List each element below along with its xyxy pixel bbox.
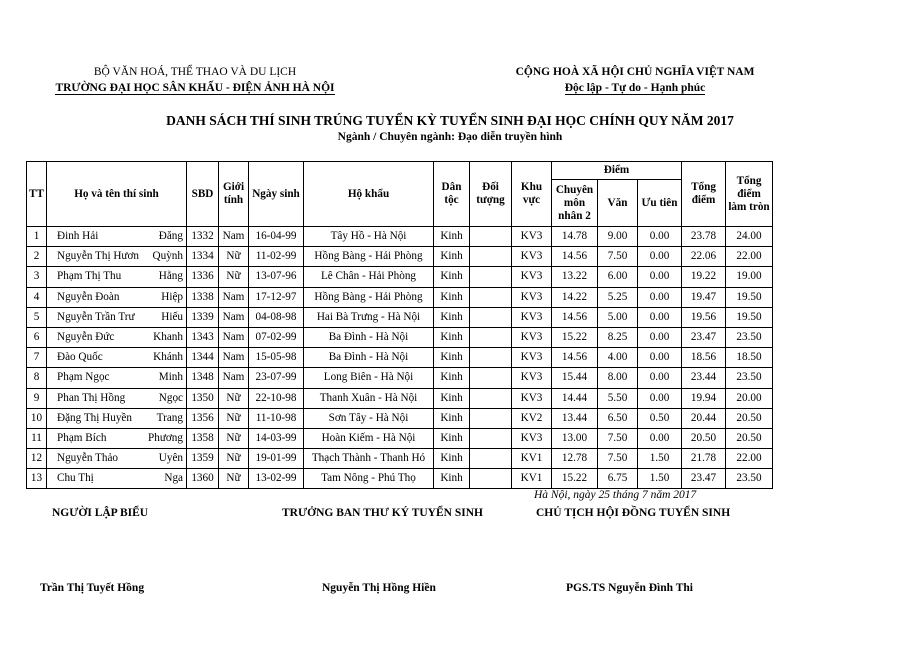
table-row [27, 247, 773, 267]
cell-literature: 9.00 [598, 227, 638, 247]
cell-object [470, 247, 512, 267]
candidate-first-name: Nguyễn Thảo [57, 452, 119, 465]
cell-name [47, 307, 187, 327]
cell-ethnic: Kinh [434, 247, 470, 267]
cell-address: Lê Chân - Hải Phòng [304, 267, 434, 287]
cell-gender: Nữ [219, 247, 249, 267]
cell-total: 20.50 [682, 428, 726, 448]
cell-ethnic: Kinh [434, 287, 470, 307]
candidate-first-name: Phạm Bích [57, 431, 107, 444]
cell-literature: 6.50 [598, 408, 638, 428]
cell-tt: 8 [27, 368, 47, 388]
table-row [27, 428, 773, 448]
cell-address: Sơn Tây - Hà Nội [304, 408, 434, 428]
cell-tt: 2 [27, 247, 47, 267]
cell-ethnic: Kinh [434, 449, 470, 469]
cell-priority: 0.00 [638, 267, 682, 287]
cell-gender: Nam [219, 307, 249, 327]
cell-object [470, 307, 512, 327]
candidate-first-name: Đặng Thị Huyền [57, 411, 132, 424]
cell-rounded: 20.00 [726, 388, 773, 408]
role-secretary: TRƯỞNG BAN THƯ KÝ TUYỂN SINH [282, 507, 483, 519]
candidate-first-name: Nguyễn Đoàn [57, 290, 120, 303]
cell-region: KV3 [512, 348, 552, 368]
cell-gender: Nam [219, 327, 249, 347]
cell-region: KV3 [512, 388, 552, 408]
cell-total: 23.47 [682, 469, 726, 489]
candidate-first-name: Chu Thị [57, 472, 94, 485]
cell-sbd: 1332 [187, 227, 219, 247]
cell-address: Ba Đình - Hà Nội [304, 327, 434, 347]
cell-tt: 9 [27, 388, 47, 408]
cell-object [470, 267, 512, 287]
school-name: TRƯỜNG ĐẠI HỌC SÂN KHẤU - ĐIỆN ẢNH HÀ NỘI [55, 82, 335, 94]
cell-name [47, 247, 187, 267]
cell-total: 19.94 [682, 388, 726, 408]
cell-literature: 5.00 [598, 307, 638, 327]
cell-gender: Nam [219, 227, 249, 247]
cell-dob: 13-02-99 [249, 469, 304, 489]
cell-priority: 0.50 [638, 408, 682, 428]
candidate-given-name: Nga [164, 472, 183, 485]
cell-major: 15.22 [552, 469, 598, 489]
cell-literature: 7.50 [598, 247, 638, 267]
cell-object [470, 368, 512, 388]
table-row [27, 267, 773, 287]
cell-priority: 0.00 [638, 368, 682, 388]
cell-rounded: 23.50 [726, 469, 773, 489]
cell-literature: 7.50 [598, 428, 638, 448]
cell-region: KV2 [512, 408, 552, 428]
cell-region: KV3 [512, 327, 552, 347]
cell-sbd: 1348 [187, 368, 219, 388]
cell-region: KV3 [512, 287, 552, 307]
cell-dob: 11-10-98 [249, 408, 304, 428]
cell-major: 15.22 [552, 327, 598, 347]
candidate-given-name: Ngọc [158, 391, 183, 404]
cell-ethnic: Kinh [434, 408, 470, 428]
table-row [27, 368, 773, 388]
signer-secretary: Nguyễn Thị Hồng Hiền [322, 582, 436, 594]
cell-object [470, 428, 512, 448]
cell-literature: 8.25 [598, 327, 638, 347]
cell-total: 22.06 [682, 247, 726, 267]
candidate-given-name: Uyên [158, 452, 183, 465]
national-motto: Độc lập - Tự do - Hạnh phúc [564, 82, 706, 94]
date-line: Hà Nội, ngày 25 tháng 7 năm 2017 [534, 489, 697, 501]
candidate-given-name: Khanh [153, 331, 183, 344]
cell-region: KV3 [512, 267, 552, 287]
cell-ethnic: Kinh [434, 267, 470, 287]
candidate-first-name: Nguyễn Trần Trư [57, 310, 135, 323]
candidate-first-name: Đào Quốc [57, 351, 103, 364]
cell-priority: 0.00 [638, 307, 682, 327]
cell-rounded: 18.50 [726, 348, 773, 368]
cell-object [470, 348, 512, 368]
cell-address: Tam Nông - Phú Thọ [304, 469, 434, 489]
table-row [27, 348, 773, 368]
cell-object [470, 408, 512, 428]
signer-compiler: Trần Thị Tuyết Hồng [40, 582, 145, 594]
header-total: Tổng điểm [682, 162, 726, 227]
cell-name [47, 368, 187, 388]
cell-rounded: 23.50 [726, 327, 773, 347]
cell-address: Hồng Bàng - Hải Phòng [304, 287, 434, 307]
cell-ethnic: Kinh [434, 428, 470, 448]
cell-priority: 1.50 [638, 449, 682, 469]
cell-literature: 7.50 [598, 449, 638, 469]
cell-major: 12.78 [552, 449, 598, 469]
header-name: Họ và tên thí sinh [47, 162, 187, 227]
cell-sbd: 1344 [187, 348, 219, 368]
header-object: Đối tượng [470, 162, 512, 227]
candidate-first-name: Đinh Hải [57, 230, 99, 243]
cell-gender: Nam [219, 287, 249, 307]
candidate-first-name: Nguyễn Thị Hươn [57, 250, 139, 263]
cell-region: KV3 [512, 307, 552, 327]
cell-sbd: 1360 [187, 469, 219, 489]
cell-priority: 0.00 [638, 348, 682, 368]
cell-major: 15.44 [552, 368, 598, 388]
cell-address: Thạch Thành - Thanh Hó [304, 449, 434, 469]
candidates-table [26, 161, 773, 489]
candidate-given-name: Hiếu [161, 310, 183, 323]
candidate-given-name: Đăng [158, 230, 183, 243]
cell-tt: 10 [27, 408, 47, 428]
document-title: DANH SÁCH THÍ SINH TRÚNG TUYỂN KỲ TUYỂN SINH ĐẠI HỌC CHÍNH QUY NĂM 2017 [166, 113, 734, 128]
cell-name [47, 469, 187, 489]
cell-major: 13.00 [552, 428, 598, 448]
cell-dob: 23-07-99 [249, 368, 304, 388]
header-priority: Ưu tiên [638, 180, 682, 227]
cell-rounded: 19.50 [726, 307, 773, 327]
candidate-first-name: Nguyễn Đức [57, 331, 115, 344]
cell-tt: 7 [27, 348, 47, 368]
cell-ethnic: Kinh [434, 388, 470, 408]
document-subtitle: Ngành / Chuyên ngành: Đạo diễn truyền hình [337, 131, 563, 143]
cell-ethnic: Kinh [434, 469, 470, 489]
cell-gender: Nữ [219, 388, 249, 408]
cell-name [47, 348, 187, 368]
cell-gender: Nữ [219, 449, 249, 469]
cell-total: 23.44 [682, 368, 726, 388]
cell-priority: 0.00 [638, 247, 682, 267]
cell-object [470, 388, 512, 408]
cell-name [47, 287, 187, 307]
cell-name [47, 449, 187, 469]
cell-tt: 11 [27, 428, 47, 448]
cell-major: 14.56 [552, 247, 598, 267]
candidate-given-name: Hiệp [161, 290, 183, 303]
cell-rounded: 22.00 [726, 449, 773, 469]
cell-priority: 0.00 [638, 327, 682, 347]
cell-total: 19.22 [682, 267, 726, 287]
cell-dob: 22-10-98 [249, 388, 304, 408]
cell-name [47, 227, 187, 247]
cell-dob: 07-02-99 [249, 327, 304, 347]
header-right [500, 64, 770, 96]
cell-region: KV1 [512, 449, 552, 469]
header-dob: Ngày sinh [249, 162, 304, 227]
cell-rounded: 19.00 [726, 267, 773, 287]
national-title: CỘNG HOÀ XÃ HỘI CHỦ NGHĨA VIỆT NAM [515, 66, 755, 78]
cell-name [47, 388, 187, 408]
cell-dob: 17-12-97 [249, 287, 304, 307]
cell-rounded: 23.50 [726, 368, 773, 388]
cell-dob: 04-08-98 [249, 307, 304, 327]
cell-address: Thanh Xuân - Hà Nội [304, 388, 434, 408]
cell-region: KV3 [512, 247, 552, 267]
cell-object [470, 449, 512, 469]
cell-total: 18.56 [682, 348, 726, 368]
cell-gender: Nữ [219, 469, 249, 489]
cell-total: 23.47 [682, 327, 726, 347]
header-score-group: Điểm [552, 162, 682, 180]
table-row [27, 469, 773, 489]
cell-sbd: 1338 [187, 287, 219, 307]
cell-dob: 15-05-98 [249, 348, 304, 368]
cell-address: Tây Hồ - Hà Nội [304, 227, 434, 247]
cell-literature: 4.00 [598, 348, 638, 368]
header-major: Chuyên môn nhân 2 [552, 180, 598, 227]
cell-name [47, 408, 187, 428]
cell-object [470, 227, 512, 247]
cell-rounded: 20.50 [726, 408, 773, 428]
candidate-first-name: Phan Thị Hồng [57, 391, 126, 404]
cell-sbd: 1343 [187, 327, 219, 347]
cell-address: Hai Bà Trưng - Hà Nội [304, 307, 434, 327]
cell-priority: 0.00 [638, 428, 682, 448]
cell-sbd: 1359 [187, 449, 219, 469]
table-row [27, 449, 773, 469]
header-region: Khu vực [512, 162, 552, 227]
cell-tt: 4 [27, 287, 47, 307]
cell-gender: Nữ [219, 428, 249, 448]
cell-total: 20.44 [682, 408, 726, 428]
header-address: Hộ khẩu [304, 162, 434, 227]
cell-major: 13.44 [552, 408, 598, 428]
cell-address: Hoàn Kiếm - Hà Nội [304, 428, 434, 448]
table-row [27, 287, 773, 307]
cell-name [47, 428, 187, 448]
cell-dob: 14-03-99 [249, 428, 304, 448]
cell-object [470, 287, 512, 307]
cell-sbd: 1339 [187, 307, 219, 327]
cell-total: 19.47 [682, 287, 726, 307]
candidate-given-name: Quỳnh [152, 250, 183, 263]
candidate-given-name: Minh [158, 371, 183, 384]
cell-priority: 0.00 [638, 227, 682, 247]
cell-total: 23.78 [682, 227, 726, 247]
ministry-name: BỘ VĂN HOÁ, THỂ THAO VÀ DU LỊCH [93, 66, 297, 78]
header-sbd: SBD [187, 162, 219, 227]
cell-dob: 13-07-96 [249, 267, 304, 287]
cell-total: 19.56 [682, 307, 726, 327]
candidate-given-name: Hằng [158, 270, 183, 283]
cell-literature: 5.25 [598, 287, 638, 307]
cell-gender: Nam [219, 368, 249, 388]
cell-dob: 11-02-99 [249, 247, 304, 267]
cell-sbd: 1336 [187, 267, 219, 287]
cell-object [470, 469, 512, 489]
header-ethnic: Dân tộc [434, 162, 470, 227]
candidate-given-name: Phương [148, 431, 183, 444]
cell-sbd: 1350 [187, 388, 219, 408]
cell-rounded: 20.50 [726, 428, 773, 448]
cell-priority: 0.00 [638, 388, 682, 408]
header-rounded: Tổng điểm làm tròn [726, 162, 773, 227]
table-row [27, 327, 773, 347]
cell-gender: Nữ [219, 408, 249, 428]
cell-sbd: 1356 [187, 408, 219, 428]
cell-literature: 8.00 [598, 368, 638, 388]
cell-region: KV1 [512, 469, 552, 489]
role-chairman: CHỦ TỊCH HỘI ĐỒNG TUYỂN SINH [536, 507, 731, 519]
cell-address: Ba Đình - Hà Nội [304, 348, 434, 368]
cell-dob: 16-04-99 [249, 227, 304, 247]
cell-tt: 1 [27, 227, 47, 247]
cell-ethnic: Kinh [434, 327, 470, 347]
cell-ethnic: Kinh [434, 348, 470, 368]
cell-rounded: 24.00 [726, 227, 773, 247]
cell-literature: 5.50 [598, 388, 638, 408]
cell-region: KV3 [512, 227, 552, 247]
cell-tt: 5 [27, 307, 47, 327]
table-row [27, 408, 773, 428]
cell-region: KV3 [512, 428, 552, 448]
cell-dob: 19-01-99 [249, 449, 304, 469]
cell-tt: 6 [27, 327, 47, 347]
cell-major: 14.78 [552, 227, 598, 247]
cell-priority: 1.50 [638, 469, 682, 489]
cell-gender: Nữ [219, 267, 249, 287]
role-compiler: NGƯỜI LẬP BIỂU [52, 507, 149, 519]
cell-tt: 3 [27, 267, 47, 287]
cell-object [470, 327, 512, 347]
cell-region: KV3 [512, 368, 552, 388]
cell-major: 14.56 [552, 307, 598, 327]
candidate-given-name: Trang [156, 411, 183, 424]
cell-literature: 6.00 [598, 267, 638, 287]
cell-name [47, 327, 187, 347]
cell-major: 14.56 [552, 348, 598, 368]
candidate-first-name: Phạm Ngọc [57, 371, 110, 384]
cell-tt: 13 [27, 469, 47, 489]
cell-sbd: 1334 [187, 247, 219, 267]
table-row [27, 227, 773, 247]
cell-name [47, 267, 187, 287]
cell-priority: 0.00 [638, 287, 682, 307]
cell-ethnic: Kinh [434, 368, 470, 388]
cell-gender: Nam [219, 348, 249, 368]
candidate-given-name: Khánh [153, 351, 183, 364]
cell-total: 21.78 [682, 449, 726, 469]
cell-address: Hồng Bàng - Hải Phòng [304, 247, 434, 267]
cell-literature: 6.75 [598, 469, 638, 489]
cell-rounded: 22.00 [726, 247, 773, 267]
cell-address: Long Biên - Hà Nội [304, 368, 434, 388]
signer-chairman: PGS.TS Nguyễn Đình Thi [566, 582, 693, 594]
header-tt: TT [27, 162, 47, 227]
candidate-first-name: Phạm Thị Thu [57, 270, 122, 283]
cell-sbd: 1358 [187, 428, 219, 448]
table-row [27, 388, 773, 408]
cell-major: 13.22 [552, 267, 598, 287]
cell-major: 14.22 [552, 287, 598, 307]
cell-major: 14.44 [552, 388, 598, 408]
cell-ethnic: Kinh [434, 227, 470, 247]
header-gender: Giới tính [219, 162, 249, 227]
cell-ethnic: Kinh [434, 307, 470, 327]
header-left [30, 64, 360, 96]
table-row [27, 307, 773, 327]
header-literature: Văn [598, 180, 638, 227]
cell-rounded: 19.50 [726, 287, 773, 307]
cell-tt: 12 [27, 449, 47, 469]
